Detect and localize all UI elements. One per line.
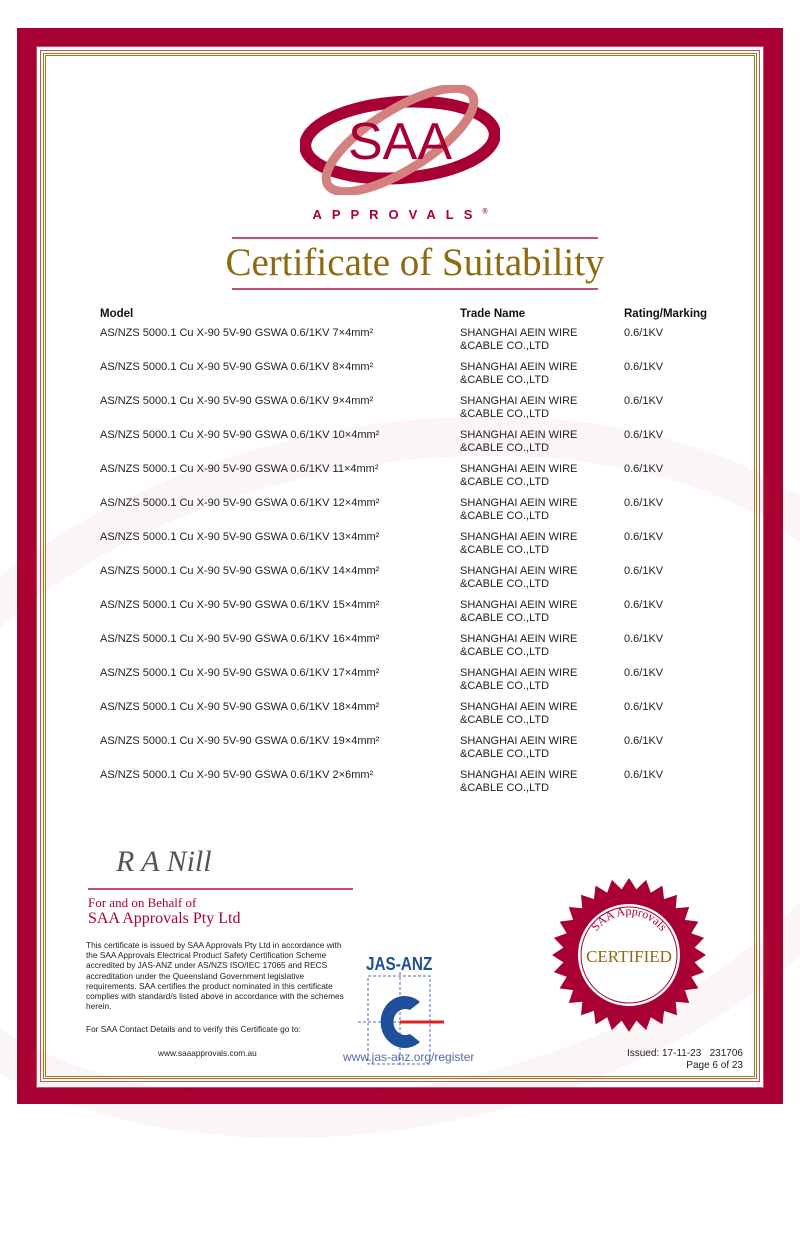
svg-text:SAA Approvals: SAA Approvals — [588, 903, 671, 934]
saa-website-link[interactable]: www.saaapprovals.com.au — [158, 1048, 257, 1058]
rating-cell: 0.6/1KV — [624, 735, 664, 747]
model-cell: AS/NZS 5000.1 Cu X-90 5V-90 GSWA 0.6/1KV 17×4mm² — [100, 667, 380, 679]
rating-cell: 0.6/1KV — [624, 361, 664, 373]
verify-text: For SAA Contact Details and to verify this Certificate go to: — [86, 1024, 301, 1034]
model-cell: AS/NZS 5000.1 Cu X-90 5V-90 GSWA 0.6/1KV 16×4mm² — [100, 633, 380, 645]
trade-name-cell: SHANGHAI AEIN WIRE &CABLE CO.,LTD — [460, 769, 578, 794]
table-row — [0, 599, 800, 633]
rating-cell: 0.6/1KV — [624, 769, 664, 781]
logo-subtitle: APPROVALS® — [312, 207, 488, 222]
model-cell: AS/NZS 5000.1 Cu X-90 5V-90 GSWA 0.6/1KV 13×4mm² — [100, 531, 380, 543]
table-row — [0, 667, 800, 701]
signature-line — [88, 888, 353, 890]
title-rule-bottom — [232, 288, 598, 290]
model-cell: AS/NZS 5000.1 Cu X-90 5V-90 GSWA 0.6/1KV 19×4mm² — [100, 735, 380, 747]
jas-anz-register-link[interactable]: www.jas-anz.org/register — [343, 1050, 475, 1064]
trade-name-cell: SHANGHAI AEIN WIRE &CABLE CO.,LTD — [460, 361, 578, 386]
model-cell: AS/NZS 5000.1 Cu X-90 5V-90 GSWA 0.6/1KV 15×4mm² — [100, 599, 380, 611]
header-trade-name: Trade Name — [460, 308, 526, 320]
table-row — [0, 361, 800, 395]
page-number: Page 6 of 23 — [686, 1060, 743, 1071]
table-row — [0, 701, 800, 735]
rating-cell: 0.6/1KV — [624, 599, 664, 611]
model-cell: AS/NZS 5000.1 Cu X-90 5V-90 GSWA 0.6/1KV 18×4mm² — [100, 701, 380, 713]
trade-name-cell: SHANGHAI AEIN WIRE &CABLE CO.,LTD — [460, 327, 578, 352]
saa-logo — [300, 85, 500, 195]
svg-text:SAA: SAA — [347, 113, 453, 171]
header-rating: Rating/Marking — [624, 308, 708, 320]
trade-name-cell: SHANGHAI AEIN WIRE &CABLE CO.,LTD — [460, 395, 578, 420]
model-cell: AS/NZS 5000.1 Cu X-90 5V-90 GSWA 0.6/1KV 8×4mm² — [100, 361, 374, 373]
model-cell: AS/NZS 5000.1 Cu X-90 5V-90 GSWA 0.6/1KV 12×4mm² — [100, 497, 380, 509]
table-row — [0, 463, 800, 497]
trade-name-cell: SHANGHAI AEIN WIRE &CABLE CO.,LTD — [460, 633, 578, 658]
trade-name-cell: SHANGHAI AEIN WIRE &CABLE CO.,LTD — [460, 497, 578, 522]
rating-cell: 0.6/1KV — [624, 463, 664, 475]
jas-anz-label: JAS-ANZ — [366, 954, 433, 974]
table-row — [0, 531, 800, 565]
rating-cell: 0.6/1KV — [624, 565, 664, 577]
table-row — [0, 633, 800, 667]
trade-name-cell: SHANGHAI AEIN WIRE &CABLE CO.,LTD — [460, 565, 578, 590]
table-row — [0, 327, 800, 361]
header-model: Model — [100, 308, 134, 320]
rating-cell: 0.6/1KV — [624, 531, 664, 543]
trade-name-cell: SHANGHAI AEIN WIRE &CABLE CO.,LTD — [460, 735, 578, 760]
issued-date: Issued: 17-11-23 — [626, 1048, 702, 1059]
trade-name-cell: SHANGHAI AEIN WIRE &CABLE CO.,LTD — [460, 701, 578, 726]
page-title: Certificate of Suitability — [225, 241, 605, 284]
model-cell: AS/NZS 5000.1 Cu X-90 5V-90 GSWA 0.6/1KV 10×4mm² — [100, 429, 380, 441]
trade-name-cell: SHANGHAI AEIN WIRE &CABLE CO.,LTD — [460, 463, 578, 488]
table-row — [0, 395, 800, 429]
company-name: SAA Approvals Pty Ltd — [88, 910, 241, 927]
rating-cell: 0.6/1KV — [624, 633, 664, 645]
trade-name-cell: SHANGHAI AEIN WIRE &CABLE CO.,LTD — [460, 531, 578, 556]
model-cell: AS/NZS 5000.1 Cu X-90 5V-90 GSWA 0.6/1KV 2×6mm² — [100, 769, 374, 781]
table-row — [0, 769, 800, 803]
model-cell: AS/NZS 5000.1 Cu X-90 5V-90 GSWA 0.6/1KV 14×4mm² — [100, 565, 380, 577]
rating-cell: 0.6/1KV — [624, 327, 664, 339]
certified-seal — [552, 878, 706, 1032]
model-cell: AS/NZS 5000.1 Cu X-90 5V-90 GSWA 0.6/1KV 11×4mm² — [100, 463, 379, 475]
disclaimer-text: This certificate is issued by SAA Approvals Pty Ltd in accordance with the SAA Approvals Electrical Product Safety Certification Scheme accredited by JAS-ANZ under AS/NZS ISO/IEC 17065 and RECS accreditation under the Queensland Government legislative requirements. SAA certifies the product nominated in this certificate complies with standard/s listed above in accordance with the schemes herein. — [86, 940, 344, 1012]
table-row — [0, 497, 800, 531]
model-cell: AS/NZS 5000.1 Cu X-90 5V-90 GSWA 0.6/1KV 7×4mm² — [100, 327, 374, 339]
rating-cell: 0.6/1KV — [624, 395, 664, 407]
trade-name-cell: SHANGHAI AEIN WIRE &CABLE CO.,LTD — [460, 667, 578, 692]
table-row — [0, 735, 800, 769]
issue-info — [627, 1048, 743, 1072]
svg-text:CERTIFIED: CERTIFIED — [586, 947, 672, 966]
rating-cell: 0.6/1KV — [624, 497, 664, 509]
table-row — [0, 429, 800, 463]
signature: R A Nill — [116, 845, 212, 878]
trade-name-cell: SHANGHAI AEIN WIRE &CABLE CO.,LTD — [460, 599, 578, 624]
certificate-number: 231706 — [709, 1048, 743, 1059]
on-behalf-text: For and on Behalf of — [88, 895, 197, 910]
title-rule-top — [232, 237, 598, 239]
model-cell: AS/NZS 5000.1 Cu X-90 5V-90 GSWA 0.6/1KV 9×4mm² — [100, 395, 374, 407]
table-row — [0, 565, 800, 599]
rating-cell: 0.6/1KV — [624, 429, 664, 441]
trade-name-cell: SHANGHAI AEIN WIRE &CABLE CO.,LTD — [460, 429, 578, 454]
rating-cell: 0.6/1KV — [624, 701, 664, 713]
rating-cell: 0.6/1KV — [624, 667, 664, 679]
